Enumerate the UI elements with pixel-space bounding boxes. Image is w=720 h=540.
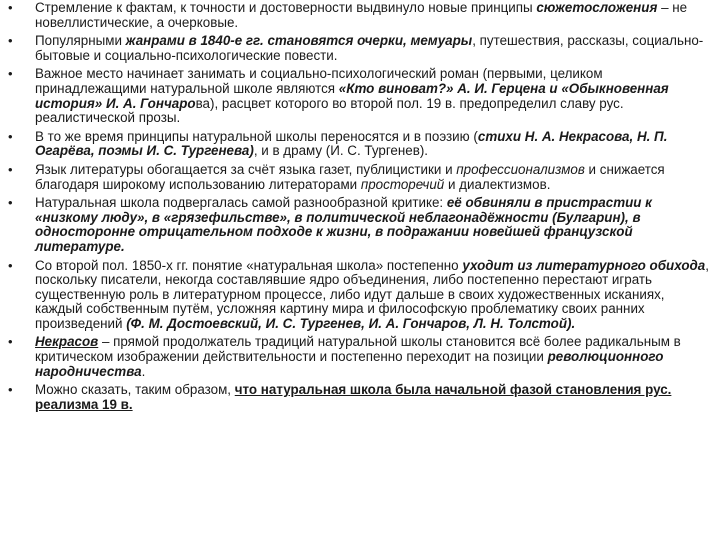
italic-text: просторечий xyxy=(360,176,445,192)
bullet-dot: • xyxy=(8,128,13,144)
bullet-dot: • xyxy=(8,33,13,49)
bullet-dot: • xyxy=(8,195,13,211)
text-segment: Язык литературы обогащается за счёт языка газет, публицистики и xyxy=(35,161,457,177)
list-item xyxy=(5,335,715,379)
text-segment: В то же время принципы натуральной школы переносятся и в поэзию ( xyxy=(35,128,478,144)
emphasis-text: революционного народничества xyxy=(35,349,664,379)
text-segment: ва), расцвет которого во второй пол. 19 в. предопределил славу рус. реалистической прозы. xyxy=(35,95,624,126)
bullet-dot: • xyxy=(8,0,13,15)
text-segment: . xyxy=(141,363,146,379)
list-item xyxy=(5,130,715,159)
emphasis-text: сюжетосложения xyxy=(536,0,658,15)
text-segment: Можно сказать, таким образом, xyxy=(35,382,235,398)
bullet-dot: • xyxy=(8,257,13,273)
item-text xyxy=(35,258,709,331)
text-segment: и снижается благодаря широкому использованию литераторами xyxy=(35,161,665,192)
bullet-dot: • xyxy=(8,334,13,350)
emphasis-underlined-text: Некрасов xyxy=(35,334,99,350)
text-segment: Со второй пол. 1850-х гг. понятие «натуральная школа» постепенно xyxy=(35,257,463,273)
emphasis-text: стихи Н. А. Некрасова, Н. П. Огарёва, поэмы И. С. Тургенева) xyxy=(35,128,668,159)
bullet-dot: • xyxy=(8,382,13,398)
emphasis-text: жанрами в 1840-е гг. становятся очерки, мемуары xyxy=(125,33,473,49)
bullet-dot: • xyxy=(8,161,13,177)
text-segment: – не новеллистические, а очерковые. xyxy=(35,0,688,30)
emphasis-text: уходит из литературного обихода xyxy=(462,257,706,273)
item-text xyxy=(35,382,671,412)
item-text xyxy=(35,66,669,125)
list-item xyxy=(5,196,715,254)
item-text xyxy=(35,162,665,192)
emphasis-text: её обвиняли в пристрастии к «низкому люду», в «грязефильстве», в политической неблагонадёжности (Булгарин), в односторонне отрицательном подходе к жизни, в подражании новейшей французской литературе. xyxy=(35,195,652,254)
emphasis-text: (Ф. М. Достоевский, И. С. Тургенев, И. А. Гончаров, Л. Н. Толстой). xyxy=(126,315,576,331)
text-segment: Важное место начинает занимать и социально-психологический роман (первыми, целиком принадлежащими натуральной школе являются xyxy=(35,66,603,96)
text-segment: Стремление к фактам, к точности и достоверности выдвинуло новые принципы xyxy=(35,0,537,15)
bullet-list xyxy=(5,1,715,412)
text-segment: – прямой продолжатель традиций натуральной школы становится всё более радикальным в критическом изображении действительности и постепенно переходит на позиции xyxy=(35,334,681,365)
item-text xyxy=(35,0,687,30)
item-text xyxy=(35,33,703,63)
bullet-dot: • xyxy=(8,66,13,82)
list-item xyxy=(5,259,715,332)
text-segment: , путешествия, рассказы, социально-бытовые и социально-психологические повести. xyxy=(35,33,704,63)
list-item xyxy=(5,67,715,125)
list-item xyxy=(5,1,715,30)
list-item xyxy=(5,34,715,63)
list-item xyxy=(5,163,715,192)
text-segment: Натуральная школа подвергалась самой разнообразной критике: xyxy=(35,195,447,211)
text-segment: и диалектизмов. xyxy=(444,176,551,192)
italic-text: профессионализмов xyxy=(456,161,585,177)
emphasis-text: «Кто виноват?» А. И. Герцена и «Обыкновенная история» И. А. Гончаро xyxy=(35,80,669,111)
conclusion-text: что натуральная школа была начальной фазой становления рус. реализма 19 в. xyxy=(35,382,672,412)
list-item xyxy=(5,383,715,412)
text-segment: , и в драму (И. С. Тургенев). xyxy=(253,143,429,159)
text-segment: , поскольку писатели, некогда составлявшие ядро объединения, либо постепенно перестают играть существенную роль в литературном процессе, либо идут дальше в своих художественных исканиях, каждый собственным путём, усложняя картину мира и философскую проблематику своих ранних произведений xyxy=(35,257,709,331)
text-segment: Популярными xyxy=(35,33,126,49)
item-text xyxy=(35,334,681,378)
item-text xyxy=(35,129,667,159)
item-text xyxy=(35,195,652,254)
